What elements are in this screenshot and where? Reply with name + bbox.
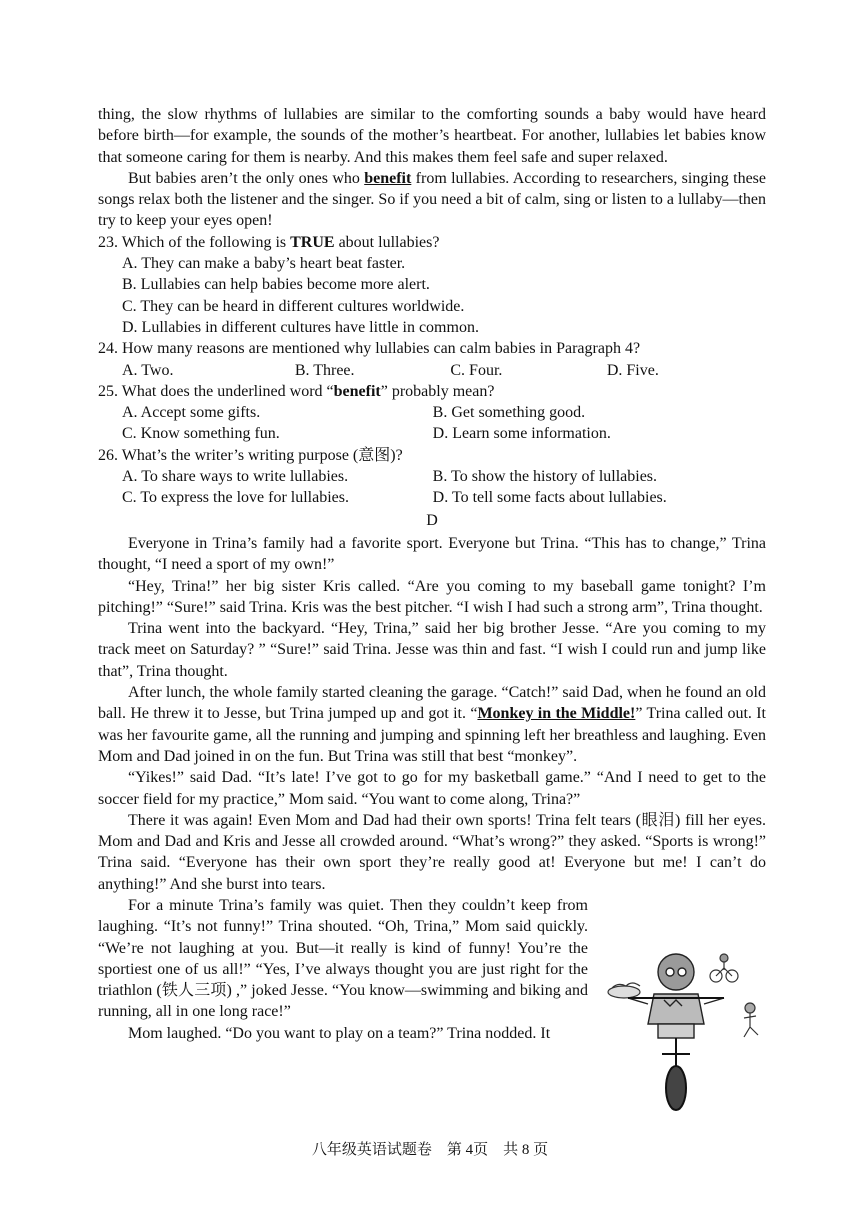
option-c: C. They can be heard in different cultures worldwide. (122, 297, 465, 315)
passage-d-paragraph: After lunch, the whole family started cleaning the garage. “Catch!” said Dad, when he found an old ball. He threw it to Jesse, but Trina jumped up and got it. “Monkey in the Middle!” Trina called out. It was her favourite game, all the running and jumping and spinning left her breathless and laughing. Even Mom and Dad joined in on the fun. But Trina was still that best “monkey”. (98, 684, 766, 765)
question-stem: 26. What’s the writer’s writing purpose (意图)? (98, 446, 403, 464)
question-stem: 25. What does the underlined word “benefit” probably mean? (98, 382, 495, 400)
option-c: C. Know something fun. (122, 425, 280, 443)
option-c: C. Four. (450, 361, 503, 379)
option-d: D. Lullabies in different cultures have little in common. (122, 318, 479, 336)
passage-c-paragraph: thing, the slow rhythms of lullabies are similar to the comforting sounds a baby would have heard before birth—for example, the sounds of the mother’s heartbeat. For another, lullabies let babies know that someone caring for them is nearby. And this makes them feel safe and super relaxed. (98, 106, 766, 166)
question-26 (98, 445, 766, 509)
girl-on-bicycle-illustration (604, 942, 770, 1112)
passage-d-paragraph: Trina went into the backyard. “Hey, Trina,” said her big brother Jesse. “Are you coming to my track meet on Saturday? ” “Sure!” said Trina. Jesse was thin and fast. “I wish I could run and jump like that”, Trina thought. (98, 620, 766, 680)
option-b: B. Get something good. (432, 404, 586, 422)
options-row (98, 487, 766, 508)
question-stem: 23. Which of the following is TRUE about lullabies? (98, 233, 440, 251)
question-stem: 24. How many reasons are mentioned why lullabies can calm babies in Paragraph 4? (98, 340, 641, 358)
option-d: D. Learn some information. (432, 425, 611, 443)
underlined-word-benefit: benefit (364, 169, 412, 187)
passage-d-paragraph: Mom laughed. “Do you want to play on a team?” Trina nodded. It (128, 1024, 551, 1042)
passage-d-paragraph: For a minute Trina’s family was quiet. Then they couldn’t keep from laughing. “It’s not funny!” Trina shouted. “Oh, Trina,” Mom said quickly. “We’re not laughing at you. But—it really is kind of funny! You’re the sportiest one of us all!” “Yes, I’ve always thought you are just right for the triathlon (铁人三项) ,” joked Jesse. “You know—swimming and biking and running, all in one long race!” (98, 896, 588, 1021)
options-row (98, 466, 766, 487)
option-b: B. Three. (294, 361, 355, 379)
passage-d-paragraph: Everyone in Trina’s family had a favorite sport. Everyone but Trina. “This has to change,” Trina thought, “I need a sport of my own!” (98, 534, 766, 574)
page-footer: 八年级英语试题卷 第 4页 共 8 页 (311, 1142, 549, 1158)
option-d: D. Five. (606, 361, 659, 379)
option-b: B. To show the history of lullabies. (432, 468, 658, 486)
underlined-phrase-monkey-in-the-middle: Monkey in the Middle! (477, 705, 636, 723)
options-row (98, 423, 766, 444)
options-row (98, 402, 766, 423)
exam-page (98, 104, 766, 1044)
question-25 (98, 381, 766, 445)
option-a: A. To share ways to write lullabies. (122, 468, 349, 486)
option-d: D. To tell some facts about lullabies. (432, 489, 667, 507)
passage-c-paragraph: But babies aren’t the only ones who benefit from lullabies. According to researchers, singing these songs relax both the listener and the singer. So if you need a bit of calm, sing or listen to a lullaby—then try to keep your eyes open! (98, 169, 767, 230)
passage-d-paragraph: “Yikes!” said Dad. “It’s late! I’ve got to go for my basketball game.” “And I need to get to the soccer field for my practice,” Mom said. “You want to come along, Trina?” (98, 769, 766, 808)
option-a: A. They can make a baby’s heart beat faster. (122, 255, 406, 273)
option-a: A. Accept some gifts. (122, 404, 261, 422)
option-a: A. Two. (122, 361, 174, 379)
question-23 (98, 232, 766, 338)
option-c: C. To express the love for lullabies. (122, 489, 349, 507)
section-heading-d: D (426, 511, 438, 529)
options-row (98, 360, 766, 381)
passage-d-paragraph: “Hey, Trina!” her big sister Kris called. “Are you coming to my baseball game tonight? I’m pitching!” “Sure!” said Trina. Kris was the best pitcher. “I wish I had such a strong arm”, Trina thought. (98, 577, 766, 616)
passage-d-paragraph: There it was again! Even Mom and Dad had their own sports! Trina felt tears (眼泪) fill her eyes. Mom and Dad and Kris and Jesse all crowded around. “What’s wrong?” they asked. “Sports is wrong!” Trina said. “Everyone has their own sport they’re really good at! Everyone but me! I can’t do anything!” And she burst into tears. (98, 811, 766, 893)
question-24 (98, 338, 766, 381)
option-b: B. Lullabies can help babies become more alert. (122, 276, 430, 294)
